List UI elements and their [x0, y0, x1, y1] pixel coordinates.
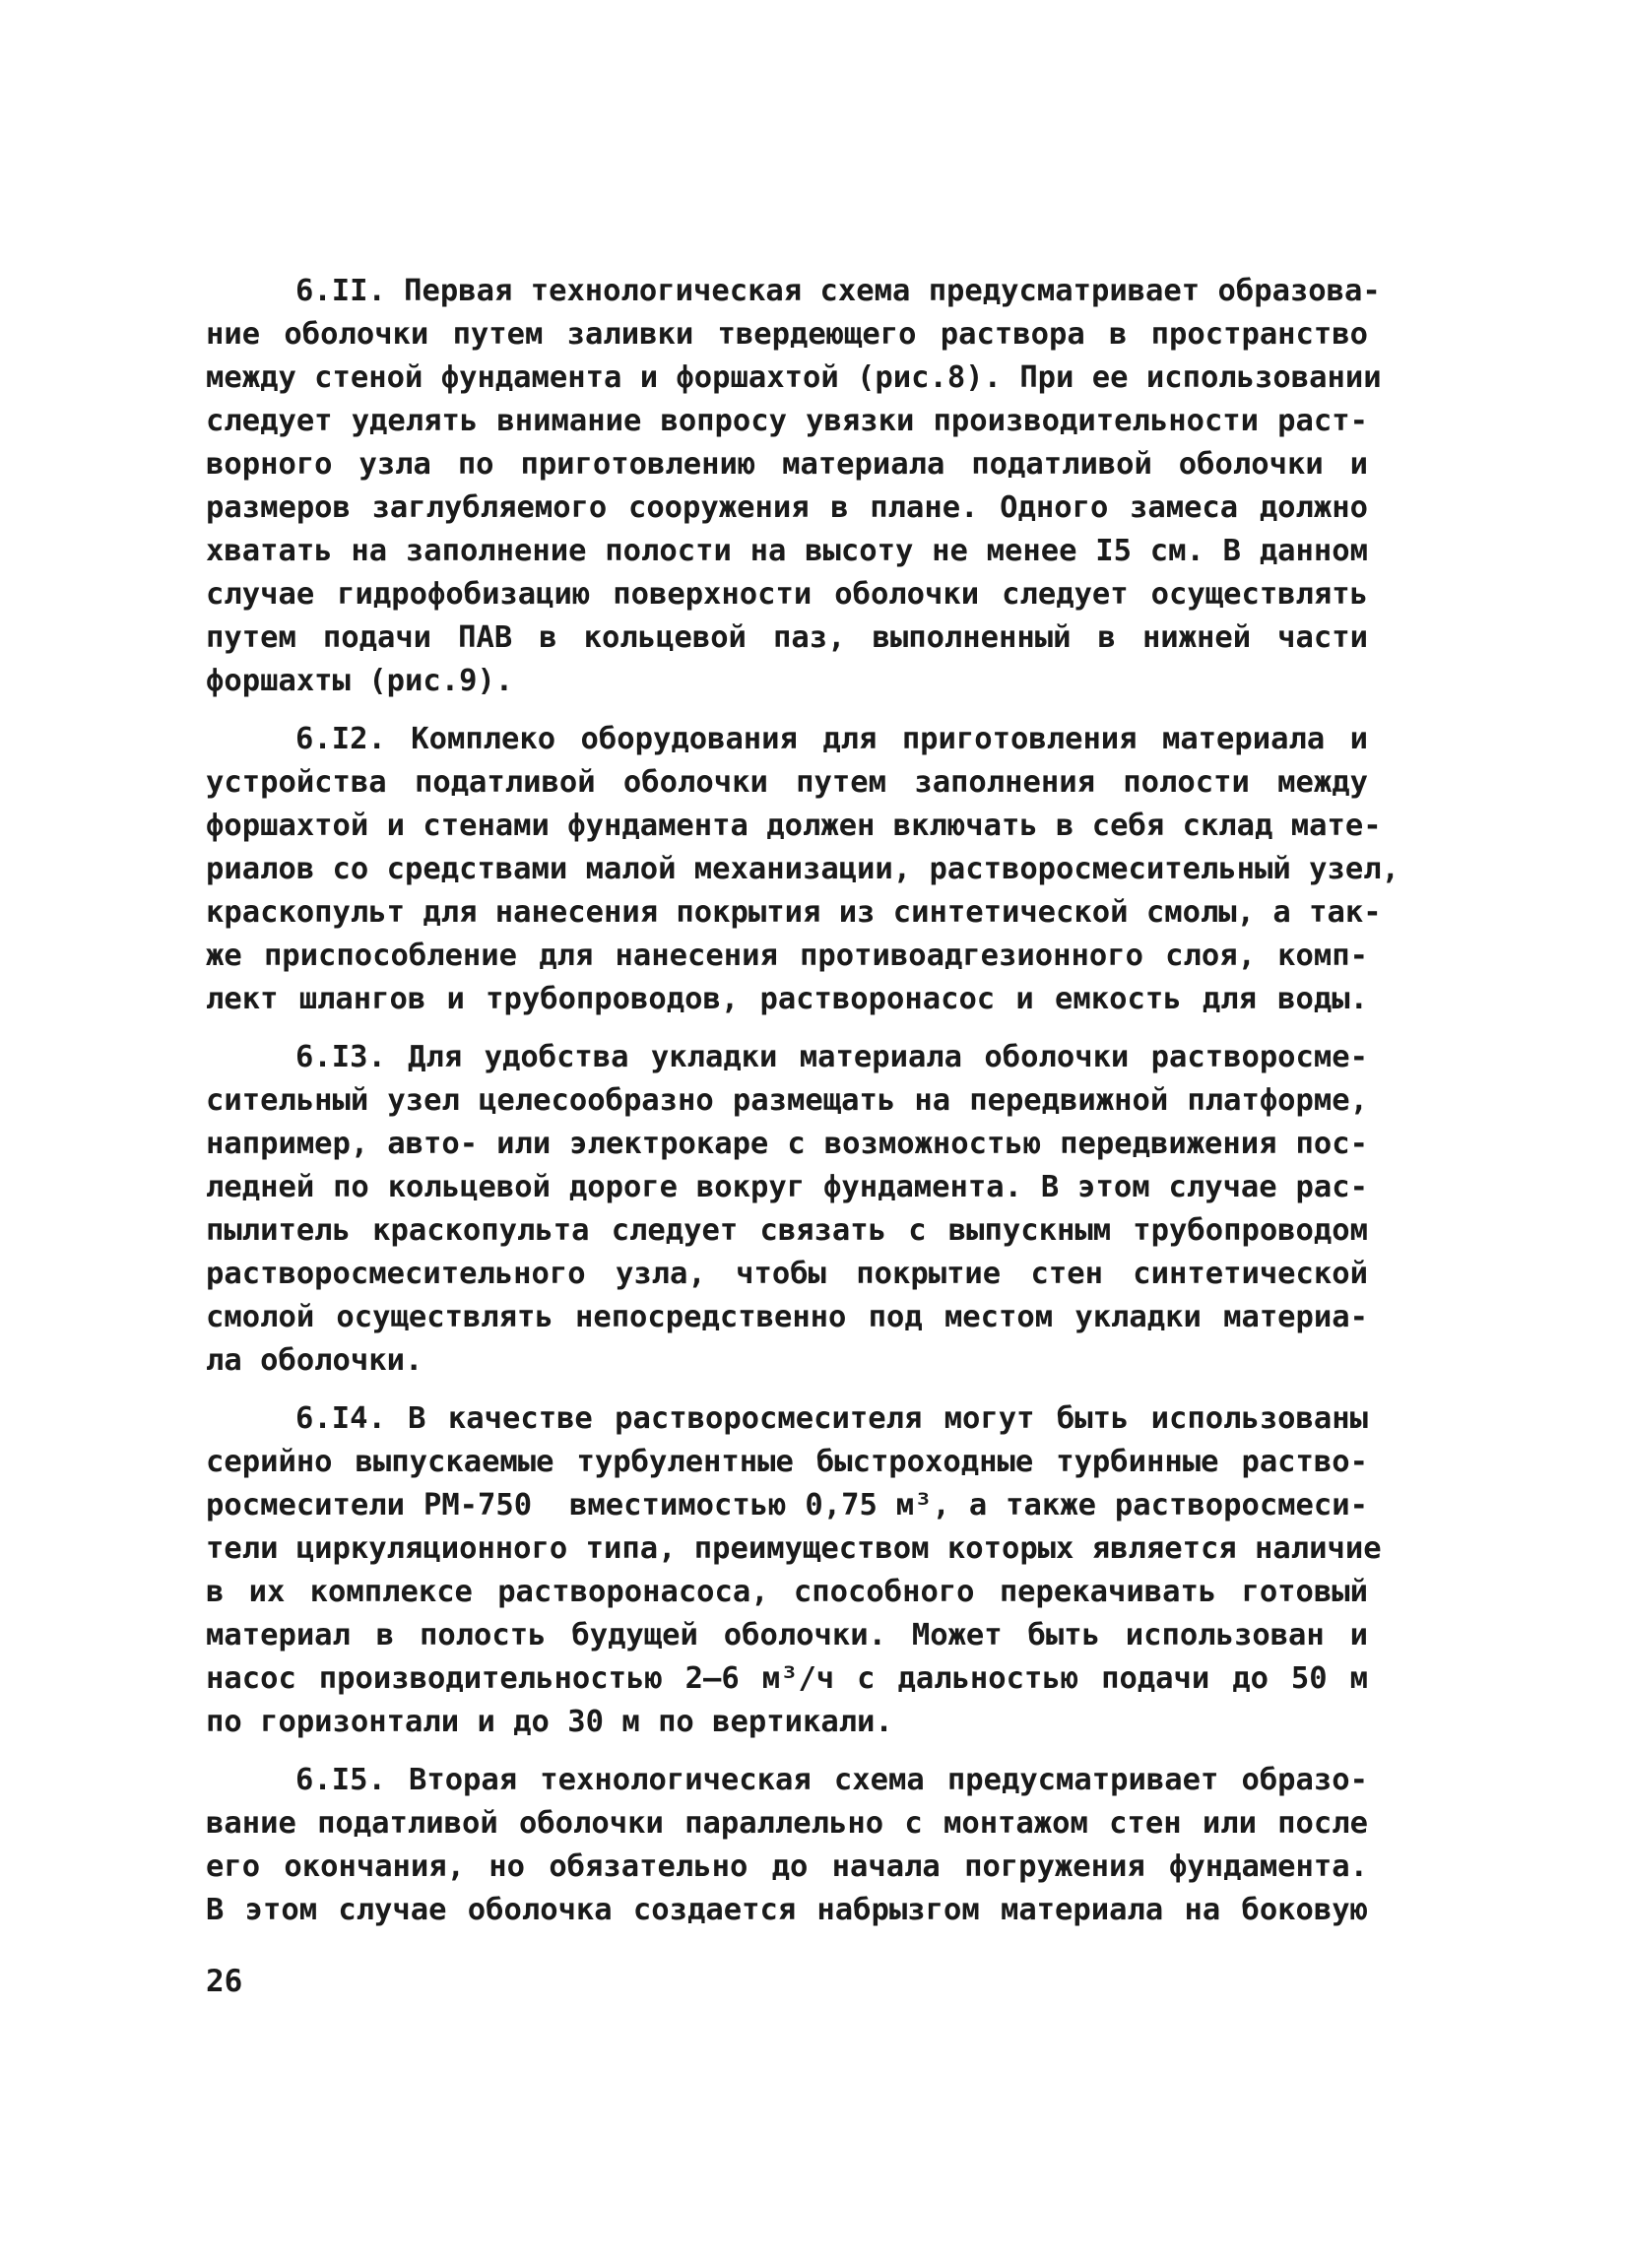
text-line: ледней по кольцевой дороге вокруг фундамента. В этом случае рас- [206, 1170, 1368, 1204]
text-line: размеров заглубляемого сооружения в плане. Одного замеса должно [206, 490, 1368, 525]
text-line: растворосмесительного узла, чтобы покрытие стен синтетической [206, 1257, 1368, 1291]
text-line: путем подачи ПАВ в кольцевой паз, выполненный в нижней части [206, 620, 1368, 655]
text-line: между стеной фундамента и форшахтой (рис.8). При ее использовании [206, 360, 1382, 395]
text-line: случае гидрофобизацию поверхности оболочки следует осуществлять [206, 577, 1368, 612]
text-line: по горизонтали и до 30 м по вертикали. [206, 1705, 893, 1739]
text-line: сительный узел целесообразно размещать на передвижной платформе, [206, 1083, 1368, 1118]
text-line: риалов со средствами малой механизации, растворосмесительный узел, [206, 852, 1399, 886]
text-line: ворного узла по приготовлению материала податливой оболочки и [206, 447, 1368, 482]
text-line: лект шлангов и трубопроводов, растворонасос и емкость для воды. [206, 982, 1368, 1016]
text-line: в их комплексе растворонасоса, способного перекачивать готовый [206, 1575, 1368, 1609]
text-line: росмесители РМ-750 вместимостью 0,75 м³, а также растворосмеси- [206, 1488, 1368, 1523]
text-line: форшахтой и стенами фундамента должен включать в себя склад мате- [206, 809, 1382, 843]
text-line: же приспособление для нанесения противоадгезионного слоя, комп- [206, 939, 1368, 973]
text-line: серийно выпускаемые турбулентные быстроходные турбинные раство- [206, 1445, 1368, 1479]
text-line: следует уделять внимание вопросу увязки производительности раст- [206, 404, 1368, 438]
text-line: хватать на заполнение полости на высоту не менее I5 см. В данном [206, 534, 1368, 568]
text-line: материал в полость будущей оболочки. Может быть использован и [206, 1618, 1368, 1652]
text-line: 6.I5. Вторая технологическая схема предусматривает образо- [295, 1763, 1368, 1797]
text-line: ла оболочки. [206, 1343, 423, 1378]
text-line: устройства податливой оболочки путем заполнения полости между [206, 765, 1368, 800]
text-line: 6.I3. Для удобства укладки материала оболочки растворосме- [295, 1040, 1368, 1074]
page-number: 26 [206, 1964, 243, 1999]
text-line: 6.I2. Комплеко оборудования для приготовления материала и [295, 722, 1368, 756]
text-line: тели циркуляционного типа, преимуществом которых является наличие [206, 1531, 1382, 1566]
text-line: его окончания, но обязательно до начала погружения фундамента. [206, 1849, 1368, 1884]
text-line: пылитель краскопульта следует связать с выпускным трубопроводом [206, 1213, 1368, 1248]
text-line: краскопульт для нанесения покрытия из синтетической смолы, а так- [206, 895, 1382, 930]
text-line: ние оболочки путем заливки твердеющего раствора в пространство [206, 317, 1368, 352]
text-line: вание податливой оболочки параллельно с монтажом стен или после [206, 1806, 1368, 1841]
text-line: форшахты (рис.9). [206, 664, 514, 698]
text-line: например, авто- или электрокаре с возможностью передвижения пос- [206, 1127, 1368, 1161]
text-line: насос производительностью 2–6 м³/ч с дальностью подачи до 50 м [206, 1661, 1368, 1696]
text-line: В этом случае оболочка создается набрызгом материала на боковую [206, 1893, 1368, 1927]
text-line: смолой осуществлять непосредственно под местом укладки материа- [206, 1300, 1368, 1334]
text-line: 6.II. Первая технологическая схема предусматривает образова- [295, 274, 1381, 308]
text-line: 6.I4. В качестве растворосмесителя могут быть использованы [295, 1401, 1368, 1436]
